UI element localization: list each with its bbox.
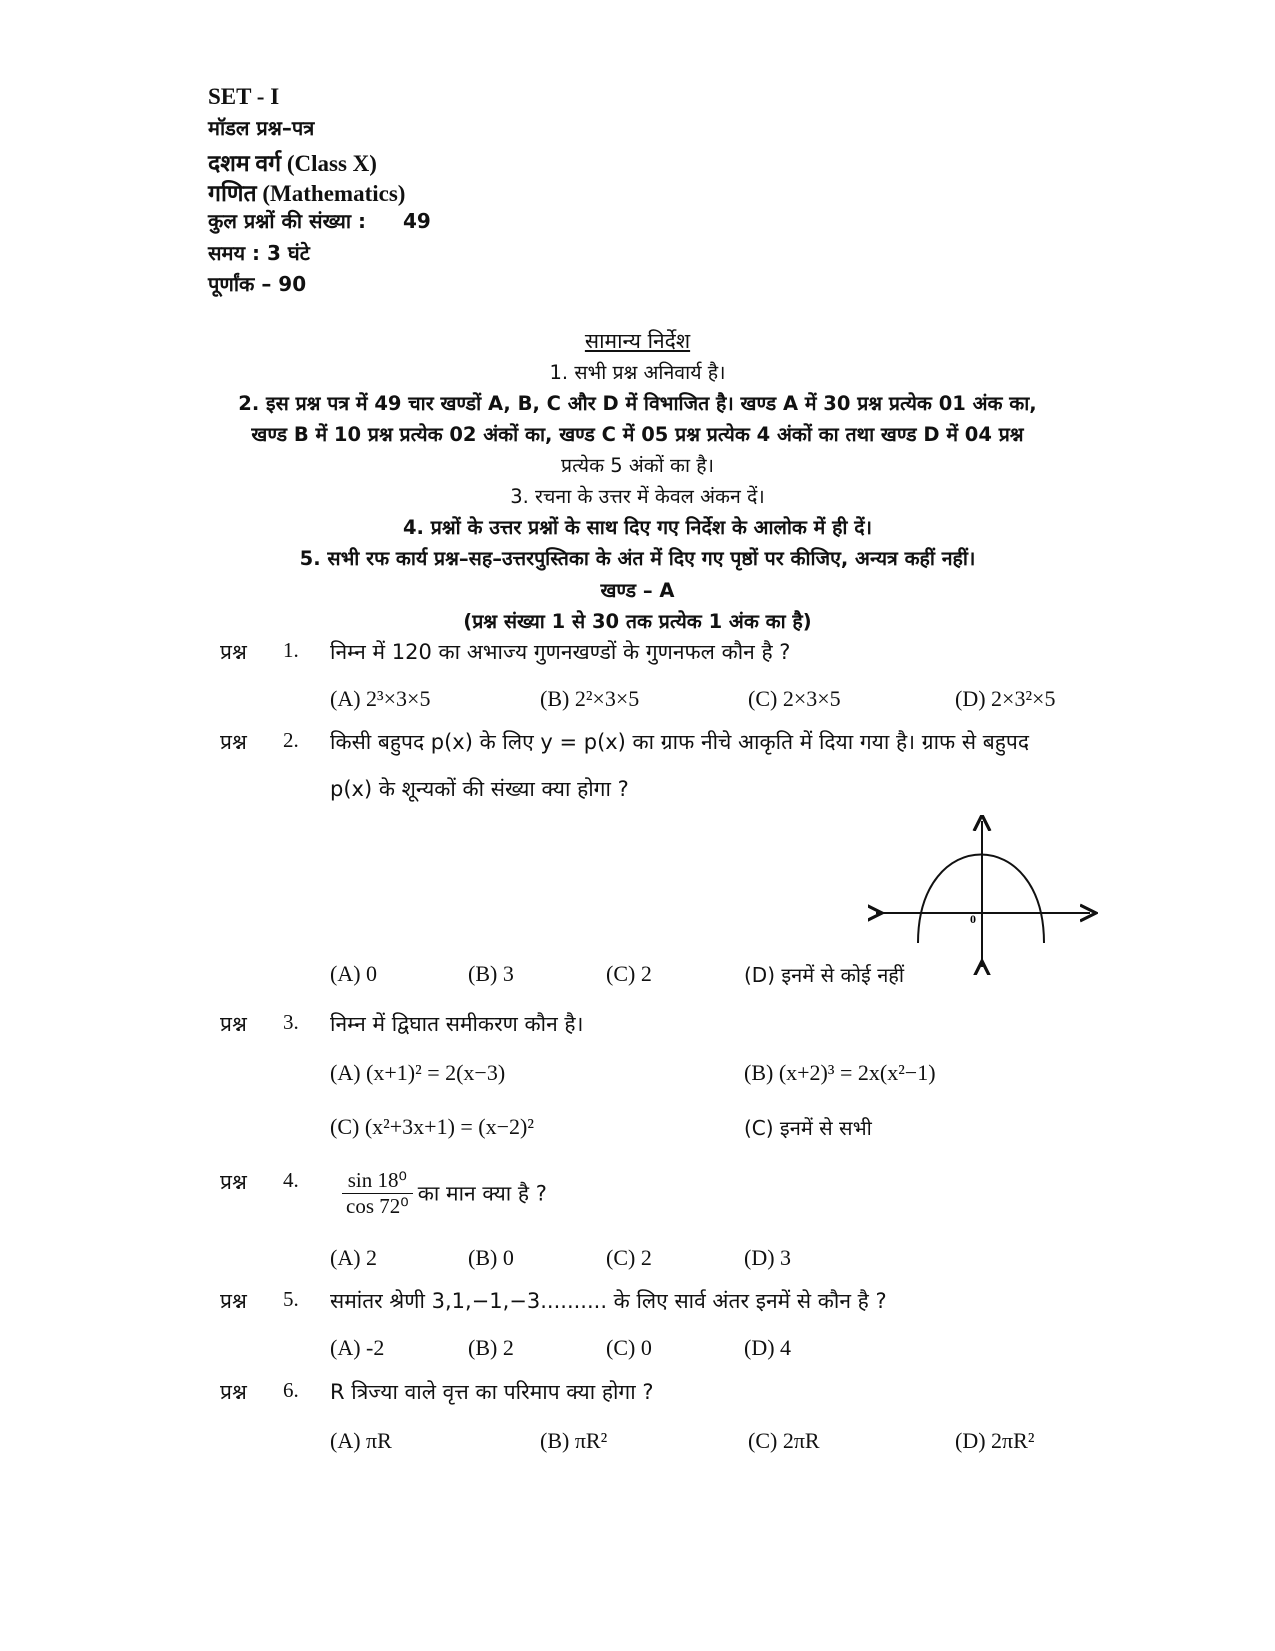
option-d: (D) इनमें से कोई नहीं <box>744 963 905 987</box>
question-expression <box>342 1168 547 1219</box>
instruction-2a: 2. इस प्रश्न पत्र में 49 चार खण्डों A, B, C और D में विभाजित है। खण्ड A में 30 प्रश्न प्रत्येक 01 अंक का, <box>238 392 1037 415</box>
instruction-3: 3. रचना के उत्तर में केवल अंकन दें। <box>510 485 765 508</box>
instruction-5: 5. सभी रफ कार्य प्रश्न–सह–उत्तरपुस्तिका के अंत में दिए गए पृष्ठों पर कीजिए, अन्यत्र कहीं नहीं। <box>299 547 976 570</box>
instruction-4: 4. प्रश्नों के उत्तर प्रश्नों के साथ दिए गए निर्देश के आलोक में ही दें। <box>402 516 873 539</box>
option-a: (A) (x+1)² = 2(x−3) <box>330 1060 506 1085</box>
question-text: निम्न में 120 का अभाज्य गुणनखण्डों के गुणनफल कौन है ? <box>330 640 791 664</box>
option-a: (A) 0 <box>330 961 378 986</box>
fraction-denominator: cos 72⁰ <box>346 1194 409 1218</box>
option-d: (D) 2πR² <box>955 1428 1035 1453</box>
total-questions-label: कुल प्रश्नों की संख्या : <box>208 209 367 233</box>
question-number: 5. <box>283 1287 299 1311</box>
option-b: (B) 2²×3×5 <box>540 686 640 711</box>
question-label: प्रश्न <box>220 1170 247 1194</box>
option-b: (B) πR² <box>540 1428 608 1453</box>
origin-label: 0 <box>970 912 976 926</box>
class-label: दशम वर्ग (Class X) <box>208 151 377 176</box>
question-number: 3. <box>283 1010 299 1034</box>
instruction-1: 1. सभी प्रश्न अनिवार्य है। <box>549 361 726 384</box>
question-text: का मान क्या है ? <box>417 1181 547 1206</box>
option-b: (B) 3 <box>468 961 514 986</box>
question-label: प्रश्न <box>220 730 247 754</box>
fraction <box>342 1168 413 1219</box>
question-number: 2. <box>283 728 299 752</box>
question-label: प्रश्न <box>220 1380 247 1404</box>
option-c: (C) 2πR <box>748 1428 820 1453</box>
instructions-title: सामान्य निर्देश <box>584 329 691 353</box>
option-a: (A) 2 <box>330 1245 378 1270</box>
option-c: (C) 2×3×5 <box>748 686 841 711</box>
option-b: (B) 0 <box>468 1245 514 1270</box>
question-text: किसी बहुपद p(x) के लिए y = p(x) का ग्राफ नीचे आकृति में दिया गया है। ग्राफ से बहुपद <box>330 730 1029 754</box>
question-number: 1. <box>283 638 299 662</box>
total-questions-value: 49 <box>402 209 431 233</box>
time-label: समय : 3 घंटे <box>208 241 310 265</box>
polynomial-graph <box>868 815 1098 975</box>
option-b: (B) (x+2)³ = 2x(x²−1) <box>744 1060 936 1085</box>
option-c: (C) (x²+3x+1) = (x−2)² <box>330 1114 534 1139</box>
instruction-2c: प्रत्येक 5 अंकों का है। <box>561 454 714 477</box>
marks-label: पूर्णांक – 90 <box>208 272 307 296</box>
option-b: (B) 2 <box>468 1335 514 1360</box>
question-text: R त्रिज्या वाले वृत्त का परिमाप क्या होगा ? <box>330 1380 654 1404</box>
section-title: खण्ड – A <box>600 579 675 602</box>
total-questions <box>208 207 431 234</box>
option-d: (D) 4 <box>744 1335 792 1360</box>
option-a: (A) πR <box>330 1428 392 1453</box>
question-text-cont: p(x) के शून्यकों की संख्या क्या होगा ? <box>330 777 629 801</box>
section-note: (प्रश्न संख्या 1 से 30 तक प्रत्येक 1 अंक का है) <box>463 610 812 633</box>
option-c: (C) 0 <box>606 1335 652 1360</box>
paper-title: मॉडल प्रश्न–पत्र <box>208 116 315 140</box>
option-d: (D) 2×3²×5 <box>955 686 1056 711</box>
set-label: SET - I <box>208 84 280 109</box>
question-label: प्रश्न <box>220 1289 247 1313</box>
instruction-2b: खण्ड B में 10 प्रश्न प्रत्येक 02 अंकों का, खण्ड C में 05 प्रश्न प्रत्येक 4 अंकों का तथा खण्ड D में 04 प्रश्न <box>251 423 1024 446</box>
question-text: निम्न में द्विघात समीकरण कौन है। <box>330 1012 584 1036</box>
question-label: प्रश्न <box>220 640 247 664</box>
question-number: 6. <box>283 1378 299 1402</box>
option-c: (C) 2 <box>606 961 652 986</box>
fraction-numerator: sin 18⁰ <box>342 1168 413 1194</box>
option-a: (A) -2 <box>330 1335 385 1360</box>
question-label: प्रश्न <box>220 1012 247 1036</box>
option-d: (C) इनमें से सभी <box>744 1116 872 1140</box>
option-a: (A) 2³×3×5 <box>330 686 431 711</box>
option-d: (D) 3 <box>744 1245 792 1270</box>
option-c: (C) 2 <box>606 1245 652 1270</box>
subject-label: गणित (Mathematics) <box>208 181 406 206</box>
question-text: समांतर श्रेणी 3,1,−1,−3.......... के लिए सार्व अंतर इनमें से कौन है ? <box>330 1289 887 1313</box>
question-number: 4. <box>283 1168 299 1192</box>
